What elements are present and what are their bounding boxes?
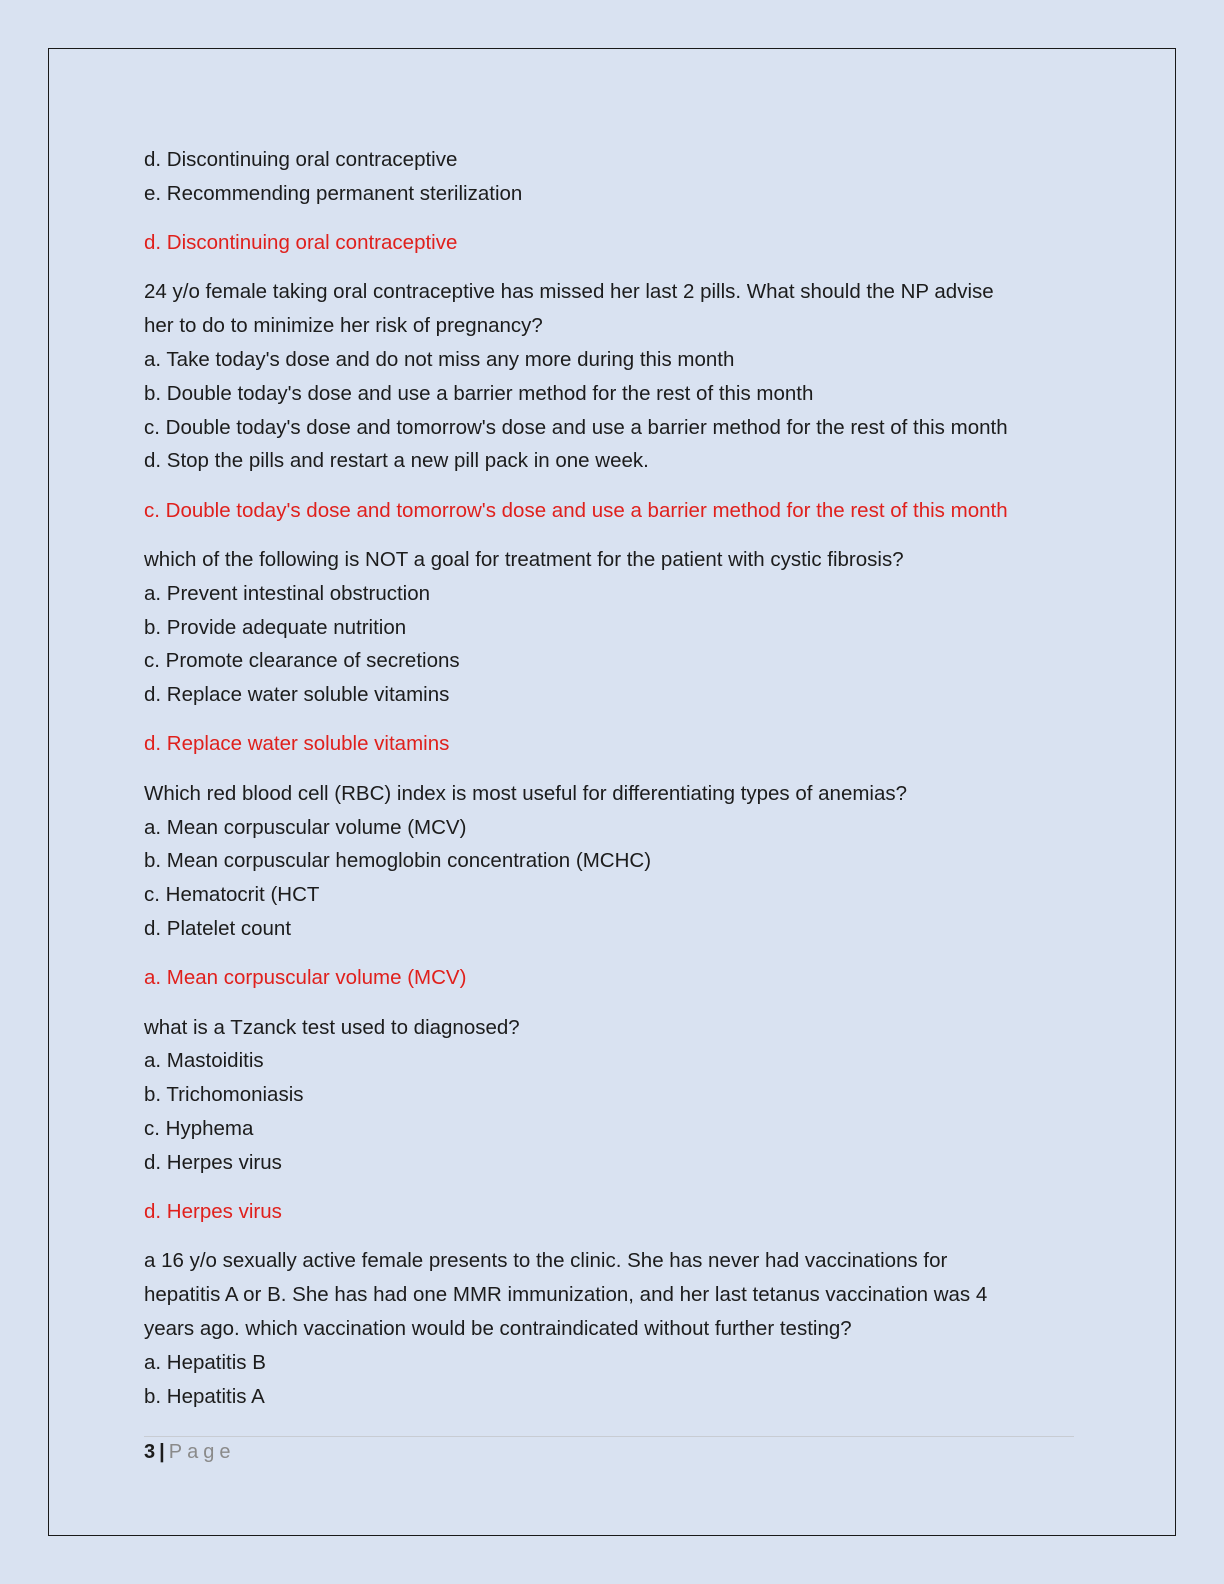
option-line: b. Double today's dose and use a barrier method for the rest of this month: [144, 381, 814, 405]
option-line: d. Platelet count: [144, 916, 292, 940]
question-stem: 24 y/o female taking oral contraceptive has missed her last 2 pills. What should the NP advise: [144, 280, 994, 304]
option-line: c. Hyphema: [144, 1116, 254, 1140]
option-line: d. Discontinuing oral contraceptive: [144, 148, 458, 171]
option-line: b. Provide adequate nutrition: [144, 615, 407, 639]
option-line: a. Hepatitis B: [144, 1350, 266, 1374]
option-line: c. Double today's dose and tomorrow's dose and use a barrier method for the rest of this month: [144, 415, 1008, 439]
option-line: b. Hepatitis A: [144, 1384, 265, 1408]
question-stem: which of the following is NOT a goal for treatment for the patient with cystic fibrosis?: [144, 547, 904, 571]
page-label: Page: [168, 1441, 236, 1463]
option-line: c. Promote clearance of secretions: [144, 649, 460, 673]
option-line: b. Mean corpuscular hemoglobin concentration (MCHC): [144, 849, 652, 873]
answer-line: d. Replace water soluble vitamins: [144, 732, 450, 756]
answer-line: d. Herpes virus: [144, 1200, 282, 1224]
document-body: [144, 143, 1084, 1413]
question-stem: her to do to minimize her risk of pregnancy?: [144, 314, 543, 338]
option-line: d. Herpes virus: [144, 1150, 282, 1174]
option-line: c. Hematocrit (HCT: [144, 883, 320, 907]
question-stem: Which red blood cell (RBC) index is most useful for differentiating types of anemias?: [144, 781, 908, 805]
question-stem: what is a Tzanck test used to diagnosed?: [144, 1015, 520, 1039]
option-line: d. Replace water soluble vitamins: [144, 683, 450, 707]
option-line: a. Mastoiditis: [144, 1049, 264, 1073]
question-stem: hepatitis A or B. She has had one MMR immunization, and her last tetanus vaccination was 4: [144, 1283, 988, 1307]
answer-line: c. Double today's dose and tomorrow's dose and use a barrier method for the rest of this month: [144, 498, 1008, 522]
option-line: a. Prevent intestinal obstruction: [144, 581, 431, 605]
option-line: e. Recommending permanent sterilization: [144, 181, 523, 205]
page-number: 3: [144, 1441, 156, 1463]
option-line: a. Mean corpuscular volume (MCV): [144, 815, 467, 839]
question-stem: years ago. which vaccination would be contraindicated without further testing?: [144, 1316, 852, 1340]
answer-line: a. Mean corpuscular volume (MCV): [144, 966, 467, 990]
answer-line: d. Discontinuing oral contraceptive: [144, 231, 458, 255]
footer-separator: |: [159, 1441, 165, 1463]
page-footer: [144, 1436, 1074, 1464]
option-line: a. Take today's dose and do not miss any more during this month: [144, 347, 735, 371]
option-line: d. Stop the pills and restart a new pill pack in one week.: [144, 449, 649, 473]
option-line: b. Trichomoniasis: [144, 1083, 304, 1107]
question-stem: a 16 y/o sexually active female presents to the clinic. She has never had vaccinations for: [144, 1249, 948, 1273]
